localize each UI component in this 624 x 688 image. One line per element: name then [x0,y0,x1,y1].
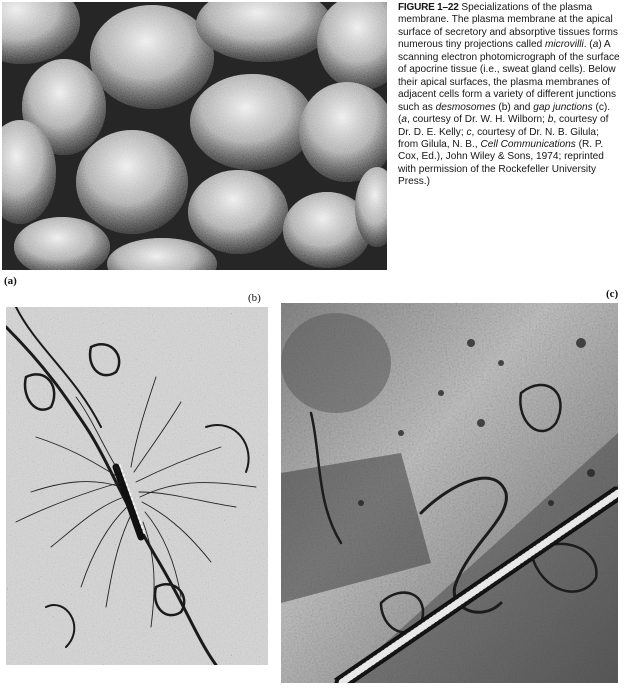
caption-segment: . ( [583,39,593,51]
caption-segment: c [466,126,472,138]
caption-text [398,2,620,187]
micrograph-b [6,307,268,665]
panel-label-b: (b) [248,292,261,304]
caption-segment: Specializations of the plasma membrane. The plasma membrane at the apical surface of secretory and absorptive tissues forms numerous tiny projections called [398,2,618,51]
figure-number: FIGURE 1–22 [398,2,459,13]
caption-segment: b [547,114,554,126]
caption-segment: , courtesy of Dr. N. B. Gilula; from Gilula, N. B., [398,126,599,150]
caption-segment: desmosomes [435,101,496,113]
panel-label-a: (a) [4,275,17,287]
micrograph-a [2,2,387,270]
tem-gap-junction-image [281,303,618,683]
micrograph-c [281,303,618,683]
caption-segment: , courtesy of Dr. D. E. Kelly; [398,114,609,138]
caption-segment: gap junctions [533,101,593,113]
figure-caption [398,2,620,189]
caption-segment: (b) and [495,101,534,113]
caption-segment: (c). ( [398,101,611,126]
caption-segment: (R. P. Cox, Ed.), John Wiley & Sons, 1974; reprinted with permission of the Rockefeller University Press.) [398,138,604,188]
panel-label-c: (c) [606,288,619,300]
caption-segment: Cell Communications [480,138,576,150]
tem-desmosome-image [6,307,268,665]
caption-segment: ) A scanning electron photomicrograph of the surface of apocrine tissue (i.e., sweat gland cells). Below their apical surfaces, the plasma membranes of adjacent cells form a variety of different junctions such as [398,39,620,113]
sem-microvilli-image [2,2,387,270]
caption-segment: microvilli [545,39,584,51]
caption-segment: a [401,114,407,126]
caption-segment: a [592,39,599,51]
caption-segment: , courtesy of Dr. W. H. Wilborn; [407,114,548,126]
